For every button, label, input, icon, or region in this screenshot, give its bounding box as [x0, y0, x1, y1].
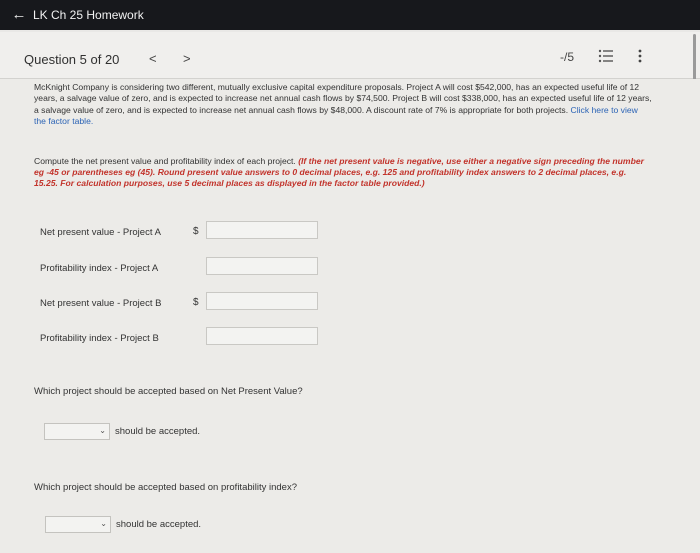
- question-content: [0, 79, 700, 553]
- pi-project-a-label: Profitability index - Project A: [40, 263, 159, 274]
- npv-project-b-label: Net present value - Project B: [40, 298, 162, 309]
- factor-table-link[interactable]: Click here to view the factor table.: [34, 104, 638, 127]
- pi-project-b-input[interactable]: [206, 327, 318, 345]
- question-counter: Question 5 of 20: [24, 52, 120, 67]
- dollar-sign: $: [193, 297, 199, 308]
- previous-question-button[interactable]: <: [149, 51, 157, 66]
- npv-project-b-input[interactable]: [206, 292, 318, 310]
- instructions-text: Compute the net present value and profitability index of each project.: [34, 156, 296, 166]
- list-icon[interactable]: [598, 49, 614, 63]
- pi-project-a-input[interactable]: [206, 257, 318, 275]
- pi-decision-suffix: should be accepted.: [116, 519, 202, 530]
- scrollbar[interactable]: [693, 34, 696, 84]
- npv-project-a-input[interactable]: [206, 221, 318, 239]
- assignment-title: LK Ch 25 Homework: [33, 8, 144, 22]
- question-score: -/5: [560, 50, 575, 64]
- rounding-instructions: (If the net present value is negative, use either a negative sign preceding the number eg -45 or parentheses eg (45). Round present value answers to 0 decimal places, e.g. 125 and profitability index answers to 2 decimal places, e.g. 15.25. For calculation purposes, use 5 decimal places as displayed in the factor table provided.): [34, 156, 644, 189]
- problem-statement: [34, 82, 652, 128]
- npv-project-a-label: Net present value - Project A: [40, 227, 161, 238]
- instructions: [34, 156, 652, 190]
- npv-decision-question: Which project should be accepted based on Net Present Value?: [34, 386, 303, 397]
- problem-text: McKnight Company is considering two different, mutually exclusive capital expenditure proposals. Project A will cost $542,000, has an expected useful life of 12 years, a salvage value of zero, and is expected to increase net annual cash flows by $74,500. Project B will cost $338,000, has an expected useful life of 12 years, a salvage value of zero, and is expected to increase net annual cash flows by $48,000. A discount rate of 7% is appropriate for both projects.: [34, 82, 652, 115]
- arrow-left-icon[interactable]: ←: [11, 6, 27, 23]
- app-top-bar: [0, 0, 700, 30]
- question-header: [0, 32, 700, 79]
- npv-project-select[interactable]: [44, 423, 110, 440]
- next-question-button[interactable]: >: [183, 51, 191, 66]
- chevron-down-icon: ⌄: [100, 519, 107, 528]
- npv-decision-suffix: should be accepted.: [115, 426, 201, 437]
- more-options-icon[interactable]: [636, 48, 644, 64]
- pi-project-b-label: Profitability index - Project B: [40, 333, 159, 344]
- dollar-sign: $: [193, 226, 199, 237]
- pi-project-select[interactable]: [45, 516, 111, 533]
- pi-decision-question: Which project should be accepted based on profitability index?: [34, 482, 297, 493]
- chevron-down-icon: ⌄: [99, 426, 106, 435]
